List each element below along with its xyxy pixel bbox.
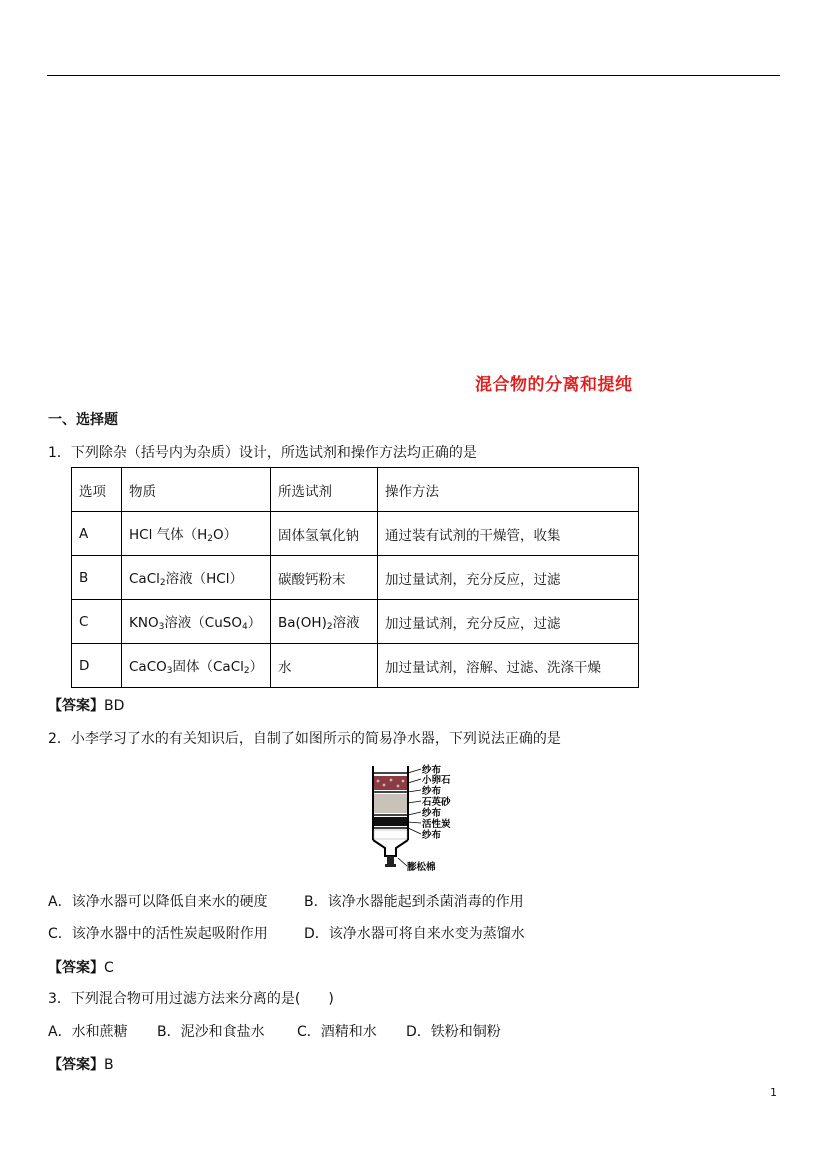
choice-d: D．该净水器可将自来水变为蒸馏水 bbox=[304, 926, 525, 942]
table-cell-option: A bbox=[72, 512, 122, 556]
table-row bbox=[72, 512, 639, 556]
table-cell-reagent: 固体氢氧化钠 bbox=[271, 512, 378, 556]
table-cell-method: 加过量试剂，溶解、过滤、洗涤干燥 bbox=[378, 644, 639, 688]
question-1-table bbox=[71, 467, 639, 688]
choice-b: B．该净水器能起到杀菌消毒的作用 bbox=[304, 894, 524, 910]
table-row bbox=[72, 600, 639, 644]
question-2-choices-row-2 bbox=[48, 923, 525, 943]
question-2-choices-row-1 bbox=[48, 891, 524, 911]
figure-label: 纱布 bbox=[422, 808, 442, 819]
table-cell-method: 通过装有试剂的干燥管，收集 bbox=[378, 512, 639, 556]
table-cell-method: 加过量试剂，充分反应，过滤 bbox=[378, 556, 639, 600]
table-cell-substance: $KNO_3$溶液（CuSO$_4$） bbox=[122, 600, 271, 644]
table-cell-method: 加过量试剂，充分反应，过滤 bbox=[378, 600, 639, 644]
table-header-cell: 物质 bbox=[122, 468, 271, 512]
page-number: 1 bbox=[770, 1086, 777, 1099]
choice-c: C．酒精和水 bbox=[297, 1024, 377, 1040]
table-cell-option: D bbox=[72, 644, 122, 688]
table-cell-substance: HCl 气体$(H_2O)$ bbox=[122, 512, 271, 556]
page-title: 混合物的分离和提纯 bbox=[475, 375, 633, 395]
figure-label: 纱布 bbox=[422, 786, 442, 797]
figure-label: 纱布 bbox=[422, 765, 442, 776]
table-cell-substance: CaCl$_2$溶液（HCl） bbox=[122, 556, 271, 600]
question-3-stem: 3．下列混合物可用过滤方法来分离的是( ) bbox=[48, 991, 334, 1007]
choice-a: A．水和蔗糖 bbox=[48, 1024, 128, 1040]
table-cell-reagent: 碳酸钙粉末 bbox=[271, 556, 378, 600]
section-heading: 一、选择题 bbox=[48, 412, 118, 428]
figure-label: 小卵石 bbox=[422, 775, 451, 786]
table-header-cell: 选项 bbox=[72, 468, 122, 512]
water-purifier-figure bbox=[365, 762, 465, 877]
table-cell-option: C bbox=[72, 600, 122, 644]
table-cell-reagent: 水 bbox=[271, 644, 378, 688]
figure-label: 石英砂 bbox=[422, 797, 451, 808]
table-row bbox=[72, 556, 639, 600]
figure-label: 活性炭 bbox=[422, 819, 451, 830]
choice-b: B．泥沙和食盐水 bbox=[157, 1024, 265, 1040]
table-row bbox=[72, 644, 639, 688]
figure-label: 纱布 bbox=[422, 830, 442, 841]
table-cell-substance: CaCO$_3$固体（CaCl$_2$） bbox=[122, 644, 271, 688]
question-2-answer: 【答案】C bbox=[48, 960, 114, 976]
figure-label: 膨松棉 bbox=[407, 862, 436, 873]
question-2-stem: 2．小李学习了水的有关知识后，自制了如图所示的简易净水器，下列说法正确的是 bbox=[48, 731, 561, 747]
choice-a: A．该净水器可以降低自来水的硬度 bbox=[48, 894, 268, 910]
table-header-cell: 所选试剂 bbox=[271, 468, 378, 512]
choice-c: C．该净水器中的活性炭起吸附作用 bbox=[48, 926, 268, 942]
question-1-answer: 【答案】BD bbox=[48, 698, 125, 714]
choice-d: D．铁粉和铜粉 bbox=[406, 1024, 501, 1040]
question-3-answer: 【答案】B bbox=[48, 1057, 114, 1073]
table-cell-reagent: $Ba(OH)_2$溶液 bbox=[271, 600, 378, 644]
question-3-choices bbox=[48, 1021, 501, 1041]
table-cell-option: B bbox=[72, 556, 122, 600]
question-1-stem: 1．下列除杂（括号内为杂质）设计，所选试剂和操作方法均正确的是 bbox=[48, 445, 477, 461]
table-header-row bbox=[72, 468, 639, 512]
table-header-cell: 操作方法 bbox=[378, 468, 639, 512]
header-rule bbox=[47, 75, 780, 76]
